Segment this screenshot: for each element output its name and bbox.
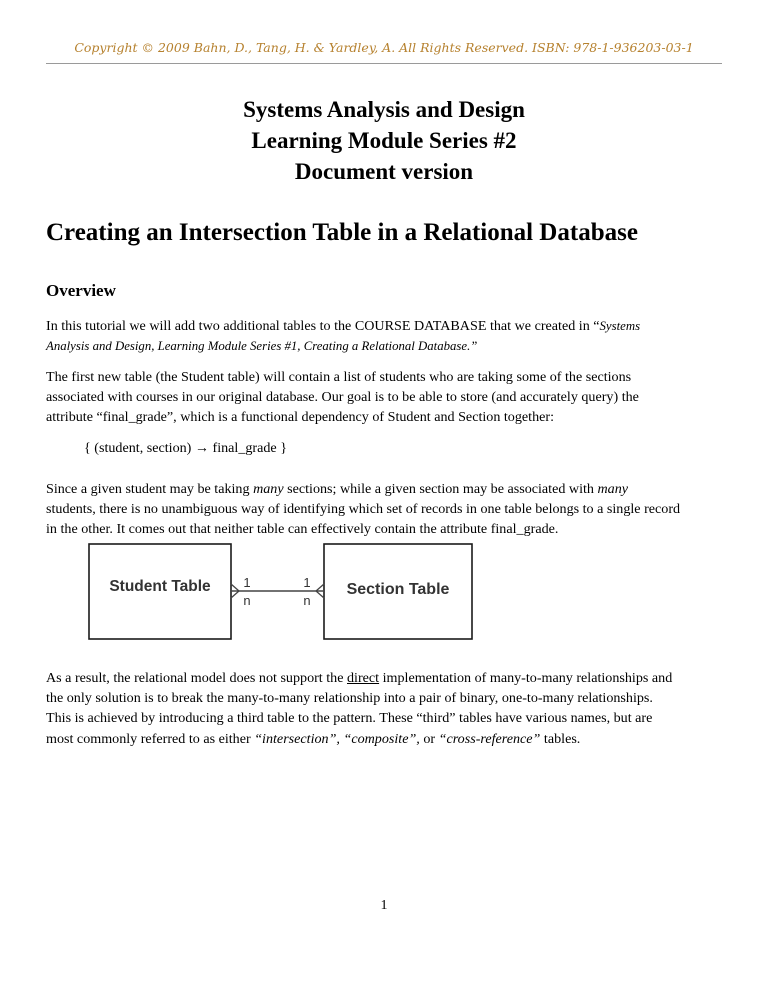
text-span: Since a given student may be taking xyxy=(46,481,254,497)
paragraph-line: students, there is no unambiguous way of identifying which set of records in one table belongs to a single record xyxy=(46,501,681,518)
paragraph-line: The first new table (the Student table) will contain a list of students who are taking some of the sections xyxy=(46,369,632,385)
text-span: or xyxy=(419,730,439,747)
italic-term: “intersection”, “composite”, xyxy=(254,730,420,747)
series-title-line: Document version xyxy=(294,159,474,184)
italic-emphasis: many xyxy=(597,481,629,497)
document-title: Creating an Intersection Table in a Relational Database xyxy=(46,219,638,246)
overview-heading: Overview xyxy=(46,281,116,300)
italic-term: “cross-reference” xyxy=(438,730,541,747)
paragraph-line: associated with courses in our original database. Our goal is to be able to store (and accurately query) the xyxy=(46,389,639,406)
section-table-label: Section Table xyxy=(346,581,450,598)
series-title-line: Learning Module Series #2 xyxy=(251,128,517,153)
er-diagram xyxy=(88,540,488,647)
paragraph-line: attribute “final_grade”, which is a functional dependency of Student and Section together: xyxy=(46,409,554,426)
paragraph-line: in the other. It comes out that neither table can effectively contain the attribute final_grade. xyxy=(46,521,559,538)
cardinality-left-bottom: n xyxy=(243,593,251,608)
underlined-word: direct xyxy=(347,670,380,686)
text-span: In this tutorial we will add two additional tables to the COURSE DATABASE that we created in “ xyxy=(46,318,600,334)
italic-reference: Systems xyxy=(599,319,641,333)
text-span: tables. xyxy=(540,730,581,747)
series-title-line: Systems Analysis and Design xyxy=(243,97,525,122)
cardinality-right-top: 1 xyxy=(303,575,311,590)
italic-emphasis: many xyxy=(253,481,284,497)
cardinality-left-top: 1 xyxy=(243,575,251,590)
paragraph-many-to-many xyxy=(46,479,736,540)
student-table-label: Student Table xyxy=(109,578,211,595)
text-span: most commonly referred to as either xyxy=(46,730,255,747)
header-divider xyxy=(46,63,722,64)
paragraph-line: This is achieved by introducing a third table to the pattern. These “third” tables have various names, but are xyxy=(46,710,653,727)
paragraph-line: the only solution is to break the many-to-many relationship into a pair of binary, one-to-many relationships. xyxy=(46,690,653,707)
copyright-notice: Copyright © 2009 Bahn, D., Tang, H. & Yardley, A. All Rights Reserved. ISBN: 978-1-936203-03-1 xyxy=(74,40,694,55)
text-span: sections; while a given section may be associated with xyxy=(283,481,598,497)
paragraph-student-table xyxy=(46,367,736,428)
text-span: As a result, the relational model does not support the xyxy=(46,670,347,686)
cardinality-right-bottom: n xyxy=(303,593,311,608)
italic-reference: Analysis and Design, Learning Module Series #1, Creating a Relational Database.” xyxy=(46,339,478,354)
series-title xyxy=(0,94,768,187)
functional-dependency: { (student, section) → final_grade } xyxy=(84,440,287,456)
paragraph-intro xyxy=(46,316,736,356)
text-span: implementation of many-to-many relationships and xyxy=(379,670,673,686)
page-number: 1 xyxy=(380,898,388,913)
paragraph-solution xyxy=(46,668,736,749)
